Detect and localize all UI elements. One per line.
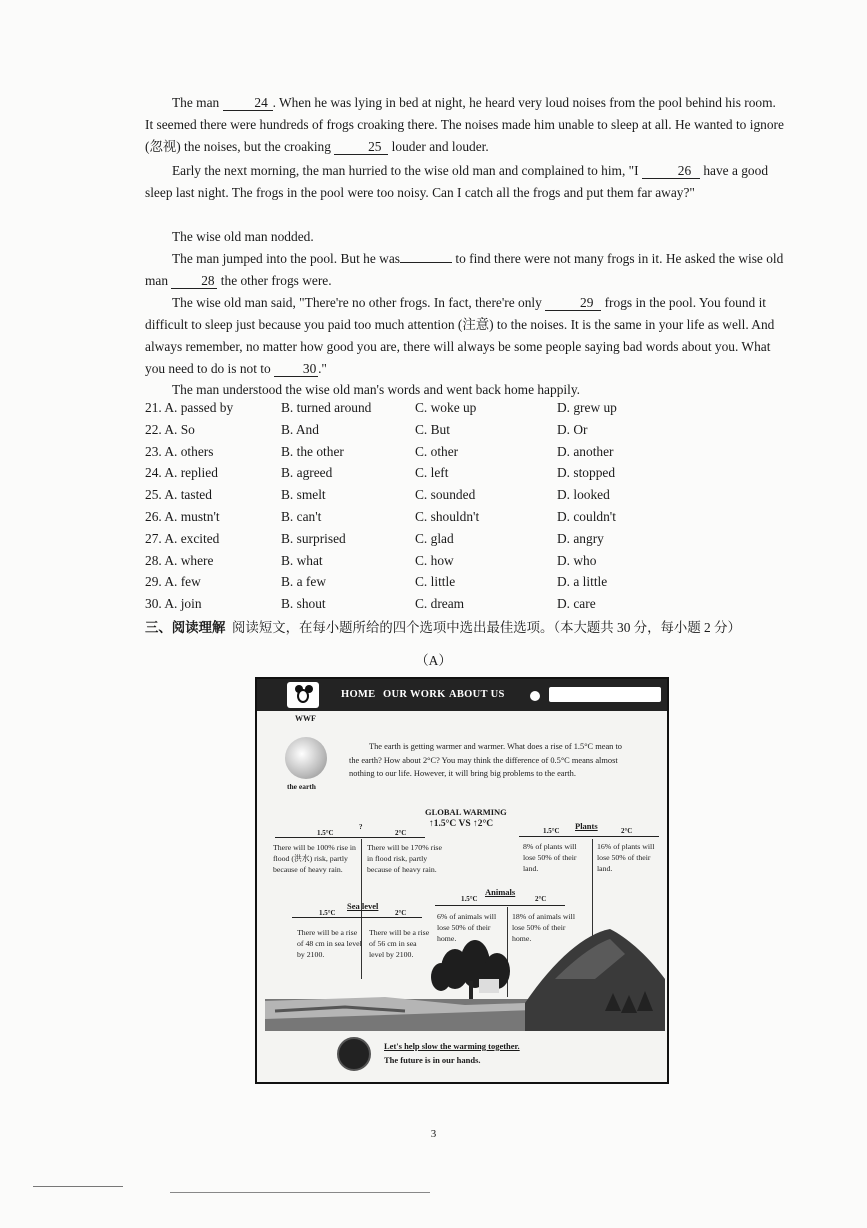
option: B. shout xyxy=(281,596,326,612)
scan-mark xyxy=(170,1192,430,1193)
option: C. But xyxy=(415,421,450,437)
poster-subtitle: ↑1.5°C VS ↑2°C xyxy=(429,819,494,829)
option: B. turned around xyxy=(281,400,372,415)
plants-heading: Plants xyxy=(575,821,598,831)
text: louder and louder. xyxy=(391,139,489,154)
wwf-label: WWF xyxy=(295,714,316,723)
option: D. grew up xyxy=(557,400,617,415)
earth-label: the earth xyxy=(287,782,316,791)
option: B. agreed xyxy=(281,465,333,481)
option-row-23 xyxy=(145,444,785,466)
paragraph-1 xyxy=(145,92,785,158)
option-row-29 xyxy=(145,574,785,596)
option: 24. A. replied xyxy=(145,465,218,481)
option: D. Or xyxy=(557,421,588,437)
animals-2-text: 18% of animals will lose 50% of their home. xyxy=(512,912,576,943)
paragraph-6: The man understood the wise old man's words and went back home happily. xyxy=(172,382,581,397)
option: C. dream xyxy=(415,596,465,612)
option: C. little xyxy=(415,574,456,590)
text: The man xyxy=(172,95,220,110)
option-row-21 xyxy=(145,400,785,422)
option: C. sounded xyxy=(415,487,476,503)
flood-heading: ? xyxy=(359,823,363,831)
sea-level-heading: Sea level xyxy=(347,901,379,911)
option: D. couldn't xyxy=(557,508,616,524)
option: D. angry xyxy=(557,530,604,546)
text: frogs in the pool. You found it difficult to sleep just because you paid too much attention (注意) to the noises. It is the same in your life as well. And always remember, no matter how good you are, there will always be some people saying bad words about you. What you need to do is not to xyxy=(145,295,775,376)
option-row-22 xyxy=(145,422,785,444)
paragraph-3: The wise old man nodded. xyxy=(172,229,314,244)
page-number: 3 xyxy=(430,1128,437,1140)
temp-label: 1.5°C xyxy=(543,827,560,835)
passage-label: （A） xyxy=(415,653,452,668)
text: the other frogs were. xyxy=(220,273,332,288)
option: C. woke up xyxy=(415,400,477,415)
globe-icon xyxy=(337,1037,371,1071)
flood-15-text: There will be 100% rise in flood (洪水) risk, partly because of heavy rain. xyxy=(273,843,356,874)
option: B. what xyxy=(281,552,323,568)
temp-label: 1.5°C xyxy=(461,895,478,903)
paragraph-4 xyxy=(145,248,785,292)
option: 21. A. passed by xyxy=(145,400,234,415)
option: B. the other xyxy=(281,443,344,459)
temp-label: 2°C xyxy=(395,909,407,917)
blank-28: 28 xyxy=(171,273,217,289)
option: 25. A. tasted xyxy=(145,487,212,503)
panda-logo-icon xyxy=(287,682,319,708)
paragraph-2 xyxy=(145,160,785,204)
search-box xyxy=(549,687,661,702)
option: B. surprised xyxy=(281,530,346,546)
option: 27. A. excited xyxy=(145,530,220,546)
option: D. looked xyxy=(557,487,610,503)
landscape-illustration xyxy=(265,919,665,1031)
options-list xyxy=(145,400,785,618)
text: The wise old man said, "There're no other frogs. In fact, there're only xyxy=(172,295,542,310)
option: B. And xyxy=(281,421,319,437)
temp-label: 2°C xyxy=(535,895,547,903)
option: C. how xyxy=(415,552,454,568)
poster-footer-1: Let's help slow the warming together. xyxy=(384,1041,520,1051)
sea-2-text: There will be a rise of 56 cm in sea level by 2100. xyxy=(369,928,430,959)
nav-about-us: ABOUT US xyxy=(449,689,505,700)
blank-30: 30 xyxy=(274,361,318,377)
blank-29: 29 xyxy=(545,295,601,311)
flood-2-text: There will be 170% rise in flood risk, partly because of heavy rain. xyxy=(367,843,442,874)
poster-nav-bar xyxy=(257,679,667,711)
plants-15-text: 8% of plants will lose 50% of their land. xyxy=(523,842,577,873)
option: 28. A. where xyxy=(145,552,214,568)
option: 29. A. few xyxy=(145,574,201,590)
option: B. can't xyxy=(281,508,322,524)
blank-26: 26 xyxy=(642,163,700,179)
paragraph-5 xyxy=(145,292,785,380)
option-row-25 xyxy=(145,487,785,509)
text: . When he was lying in bed at night, he heard very loud noises from the pool behind his room. It seemed there were hundreds of frogs croaking there. The noises made him unable to sleep at all. He wanted to ignore (忽视) the noises, but the croaking xyxy=(145,95,784,154)
option: D. who xyxy=(557,552,597,568)
blank-25: 25 xyxy=(334,139,388,155)
option: C. shouldn't xyxy=(415,508,480,524)
scan-mark xyxy=(33,1186,123,1187)
search-icon xyxy=(530,691,540,701)
option-row-24 xyxy=(145,465,785,487)
temp-label: 2°C xyxy=(621,827,633,835)
option: 22. A. So xyxy=(145,421,195,437)
option: D. stopped xyxy=(557,465,616,481)
option: 26. A. mustn't xyxy=(145,508,220,524)
option: B. a few xyxy=(281,574,326,590)
wwf-poster xyxy=(255,677,669,1084)
option: 30. A. join xyxy=(145,596,202,612)
section-heading xyxy=(145,617,741,636)
animals-15-text: 6% of animals will lose 50% of their home. xyxy=(437,912,497,943)
section-instruction: 阅读短文，在每小题所给的四个选项中选出最佳选项。（本大题共 30 分，每小题 2 分） xyxy=(232,620,741,635)
earth-icon xyxy=(285,737,327,779)
option: D. care xyxy=(557,596,596,612)
section-title: 三、阅读理解 xyxy=(145,620,226,635)
poster-footer-2: The future is in our hands. xyxy=(384,1055,481,1065)
text: ." xyxy=(318,361,327,376)
option: C. other xyxy=(415,443,459,459)
temp-label: 2°C xyxy=(395,829,407,837)
option: C. left xyxy=(415,465,449,481)
text: Early the next morning, the man hurried to the wise old man and complained to him, "I xyxy=(172,163,639,178)
option: B. smelt xyxy=(281,487,326,503)
sea-15-text: There will be a rise of 48 cm in sea level by 2100. xyxy=(297,928,362,959)
option-row-27 xyxy=(145,531,785,553)
option: D. a little xyxy=(557,574,608,590)
nav-home: HOME xyxy=(341,689,376,700)
option: 23. A. others xyxy=(145,443,214,459)
text: have a good sleep last night. The frogs in the pool were too noisy. Can I catch all the frogs and put them far away?" xyxy=(145,163,769,200)
option: D. another xyxy=(557,443,614,459)
text: The man jumped into the pool. But he was xyxy=(172,251,400,266)
plants-2-text: 16% of plants will lose 50% of their land. xyxy=(597,842,655,873)
option-row-26 xyxy=(145,509,785,531)
blank-24: 24 xyxy=(223,95,273,111)
temp-label: 1.5°C xyxy=(317,829,334,837)
option-row-28 xyxy=(145,553,785,575)
option: C. glad xyxy=(415,530,454,546)
option-row-30 xyxy=(145,596,785,618)
temp-label: 1.5°C xyxy=(319,909,336,917)
poster-title: GLOBAL WARMING xyxy=(425,807,507,817)
nav-our-work: OUR WORK xyxy=(383,689,446,700)
blank-27 xyxy=(400,262,452,263)
poster-intro: The earth is getting warmer and warmer. What does a rise of 1.5°C mean to the earth? How about 2°C? You may think the difference of 0.5°C means almost nothing to our life. However, it will bring big problems to the earth. xyxy=(349,742,622,778)
animals-heading: Animals xyxy=(485,887,516,897)
text: to find there were not many frogs in it. He asked the wise old man xyxy=(145,251,784,288)
